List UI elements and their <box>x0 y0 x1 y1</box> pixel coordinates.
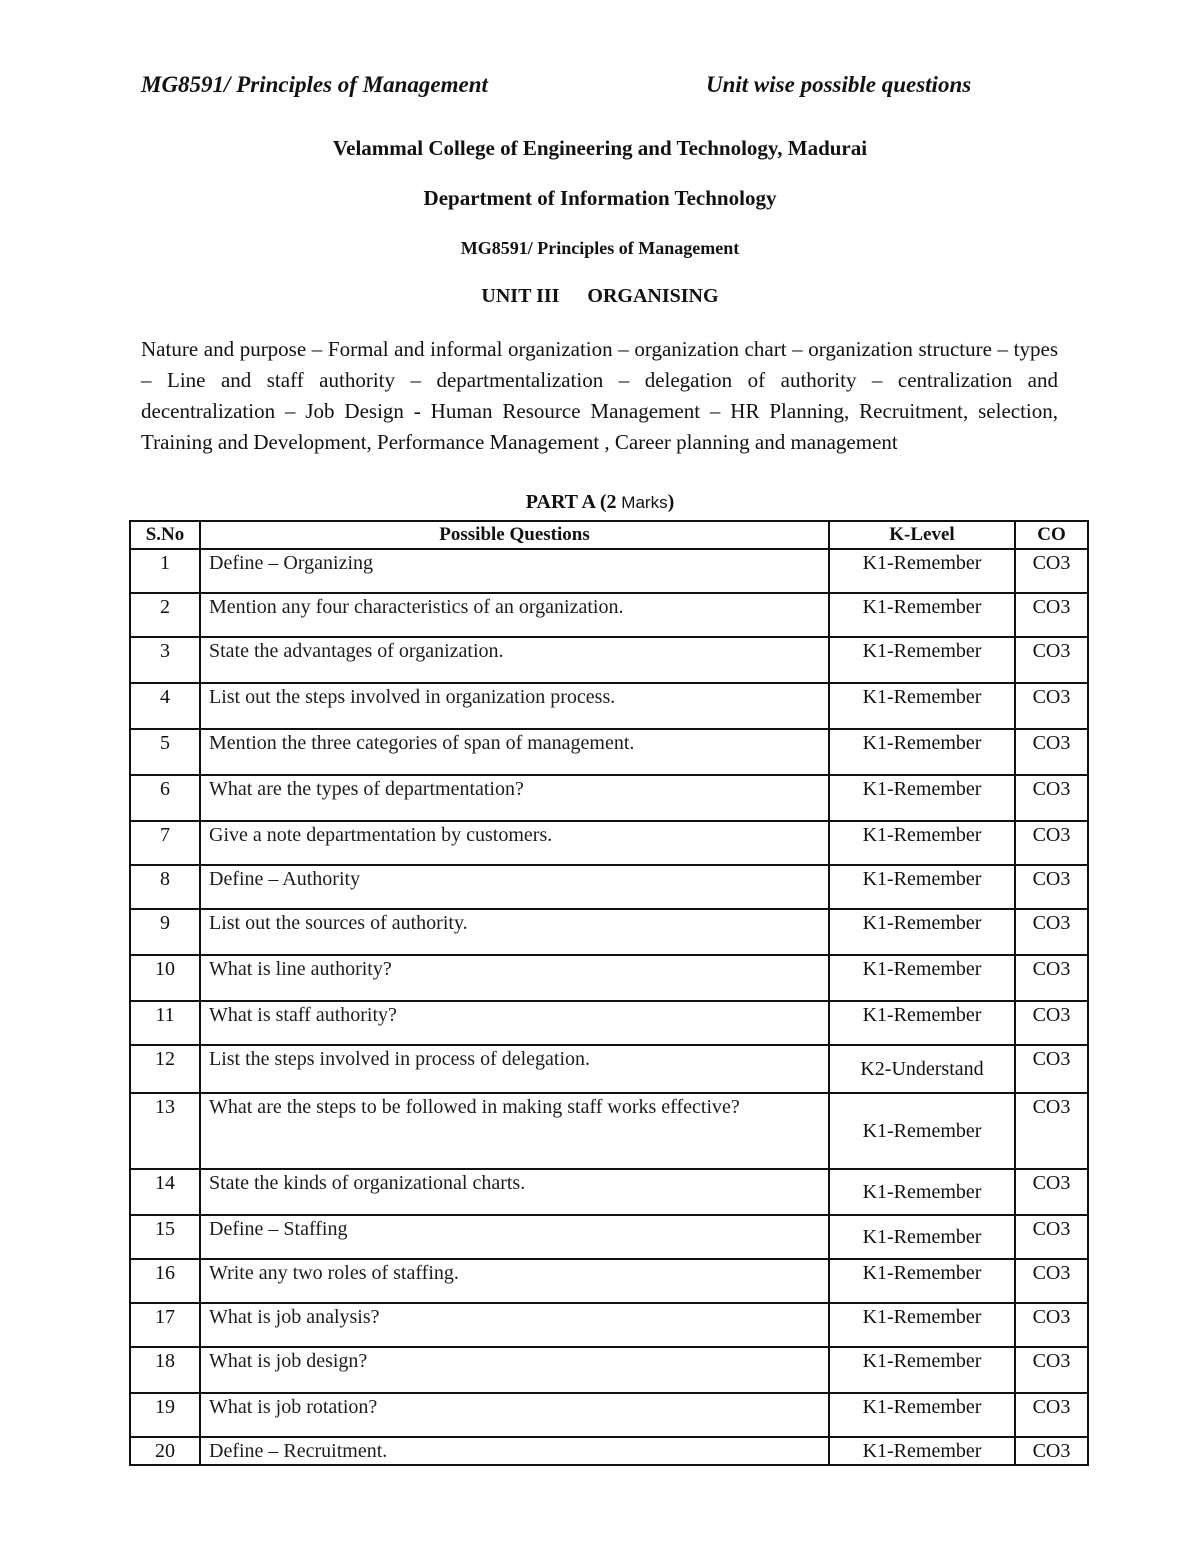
table-row <box>130 729 1088 775</box>
row-k-level: K1-Remember <box>829 1215 1015 1259</box>
row-sno: 1 <box>130 549 200 593</box>
table-row <box>130 775 1088 821</box>
unit-title: ORGANISING <box>587 285 719 307</box>
row-sno: 18 <box>130 1347 200 1393</box>
row-sno: 14 <box>130 1169 200 1215</box>
row-k-level: K1-Remember <box>829 821 1015 865</box>
row-co: CO3 <box>1015 775 1088 821</box>
unit-syllabus: Nature and purpose – Formal and informal organization – organization chart – organization structure – types – Line and staff authority – departmentalization – delegation of authority – centralization and decentralization – Job Design - Human Resource Management – HR Planning, Recruitment, selection, Training and Development, Performance Management , Career planning and management <box>141 337 1058 454</box>
row-co: CO3 <box>1015 1347 1088 1393</box>
row-question: What is line authority? <box>200 955 829 1001</box>
row-question: List out the sources of authority. <box>200 909 829 955</box>
part-title-text: PART A (2 <box>525 491 617 513</box>
row-question: What is job rotation? <box>200 1393 829 1437</box>
row-k-level: K1-Remember <box>829 1303 1015 1347</box>
row-question: State the advantages of organization. <box>200 637 829 683</box>
row-k-level: K1-Remember <box>829 1393 1015 1437</box>
row-question: Define – Organizing <box>200 549 829 593</box>
row-k-level: K1-Remember <box>829 775 1015 821</box>
row-co: CO3 <box>1015 1093 1088 1169</box>
row-co: CO3 <box>1015 549 1088 593</box>
row-sno: 3 <box>130 637 200 683</box>
row-question: Give a note departmentation by customers. <box>200 821 829 865</box>
row-question: Define – Authority <box>200 865 829 909</box>
row-k-level: K1-Remember <box>829 1347 1015 1393</box>
row-sno: 16 <box>130 1259 200 1303</box>
row-sno: 15 <box>130 1215 200 1259</box>
row-co: CO3 <box>1015 1259 1088 1303</box>
row-co: CO3 <box>1015 729 1088 775</box>
row-question: What is job analysis? <box>200 1303 829 1347</box>
row-k-level: K1-Remember <box>829 593 1015 637</box>
table-row <box>130 637 1088 683</box>
row-question: Define – Recruitment. <box>200 1437 829 1465</box>
row-question: State the kinds of organizational charts. <box>200 1169 829 1215</box>
row-sno: 4 <box>130 683 200 729</box>
row-sno: 10 <box>130 955 200 1001</box>
row-co: CO3 <box>1015 1169 1088 1215</box>
table-row <box>130 865 1088 909</box>
unit-number: UNIT III <box>481 285 560 307</box>
row-k-level: K1-Remember <box>829 955 1015 1001</box>
row-question: List out the steps involved in organization process. <box>200 683 829 729</box>
row-question: What is job design? <box>200 1347 829 1393</box>
table-row <box>130 593 1088 637</box>
row-sno: 6 <box>130 775 200 821</box>
row-co: CO3 <box>1015 909 1088 955</box>
row-k-level: K1-Remember <box>829 637 1015 683</box>
row-co: CO3 <box>1015 593 1088 637</box>
table-row <box>130 955 1088 1001</box>
row-k-level: K1-Remember <box>829 1169 1015 1215</box>
row-sno: 17 <box>130 1303 200 1347</box>
table-row <box>130 1215 1088 1259</box>
row-k-level: K1-Remember <box>829 865 1015 909</box>
row-sno: 12 <box>130 1045 200 1093</box>
header-co: CO <box>1015 521 1088 549</box>
row-sno: 20 <box>130 1437 200 1465</box>
row-k-level: K1-Remember <box>829 1093 1015 1169</box>
table-row <box>130 1303 1088 1347</box>
row-sno: 11 <box>130 1001 200 1045</box>
table-row <box>130 1045 1088 1093</box>
row-sno: 8 <box>130 865 200 909</box>
table-row <box>130 1169 1088 1215</box>
row-co: CO3 <box>1015 1045 1088 1093</box>
table-row <box>130 1347 1088 1393</box>
header-doc-type: Unit wise possible questions <box>706 72 972 97</box>
row-co: CO3 <box>1015 821 1088 865</box>
row-co: CO3 <box>1015 865 1088 909</box>
row-sno: 9 <box>130 909 200 955</box>
table-row <box>130 683 1088 729</box>
part-title <box>0 491 1200 514</box>
row-co: CO3 <box>1015 1303 1088 1347</box>
row-question: List the steps involved in process of delegation. <box>200 1045 829 1093</box>
row-co: CO3 <box>1015 1393 1088 1437</box>
row-k-level: K1-Remember <box>829 1437 1015 1465</box>
row-sno: 5 <box>130 729 200 775</box>
row-question: Mention the three categories of span of management. <box>200 729 829 775</box>
header-question: Possible Questions <box>200 521 829 549</box>
header-k-level: K-Level <box>829 521 1015 549</box>
row-sno: 7 <box>130 821 200 865</box>
table-row <box>130 1259 1088 1303</box>
table-row <box>130 1393 1088 1437</box>
part-title-close: ) <box>667 491 675 513</box>
row-k-level: K1-Remember <box>829 1259 1015 1303</box>
row-k-level: K1-Remember <box>829 683 1015 729</box>
row-k-level: K1-Remember <box>829 909 1015 955</box>
row-co: CO3 <box>1015 1001 1088 1045</box>
header-course-title: MG8591/ Principles of Management <box>141 72 488 97</box>
header-sno: S.No <box>130 521 200 549</box>
table-row <box>130 1093 1088 1169</box>
table-row <box>130 549 1088 593</box>
table-row <box>130 1437 1088 1465</box>
row-co: CO3 <box>1015 1215 1088 1259</box>
row-sno: 13 <box>130 1093 200 1169</box>
row-question: What is staff authority? <box>200 1001 829 1045</box>
questions-table <box>129 520 1089 1466</box>
table-row <box>130 821 1088 865</box>
row-k-level: K1-Remember <box>829 549 1015 593</box>
course-title: MG8591/ Principles of Management <box>460 238 740 258</box>
row-co: CO3 <box>1015 637 1088 683</box>
row-sno: 2 <box>130 593 200 637</box>
row-question: What are the types of departmentation? <box>200 775 829 821</box>
row-question: What are the steps to be followed in making staff works effective? <box>200 1093 829 1169</box>
row-question: Define – Staffing <box>200 1215 829 1259</box>
row-question: Mention any four characteristics of an organization. <box>200 593 829 637</box>
table-row <box>130 1001 1088 1045</box>
row-k-level: K2-Understand <box>829 1045 1015 1093</box>
row-k-level: K1-Remember <box>829 1001 1015 1045</box>
table-row <box>130 909 1088 955</box>
row-question: Write any two roles of staffing. <box>200 1259 829 1303</box>
row-sno: 19 <box>130 1393 200 1437</box>
row-co: CO3 <box>1015 955 1088 1001</box>
table-header-row <box>130 521 1088 549</box>
row-k-level: K1-Remember <box>829 729 1015 775</box>
part-marks-word: Marks <box>616 493 668 512</box>
row-co: CO3 <box>1015 683 1088 729</box>
department-name: Department of Information Technology <box>423 186 777 210</box>
college-name: Velammal College of Engineering and Technology, Madurai <box>332 136 868 160</box>
unit-heading <box>0 285 1200 308</box>
row-co: CO3 <box>1015 1437 1088 1465</box>
